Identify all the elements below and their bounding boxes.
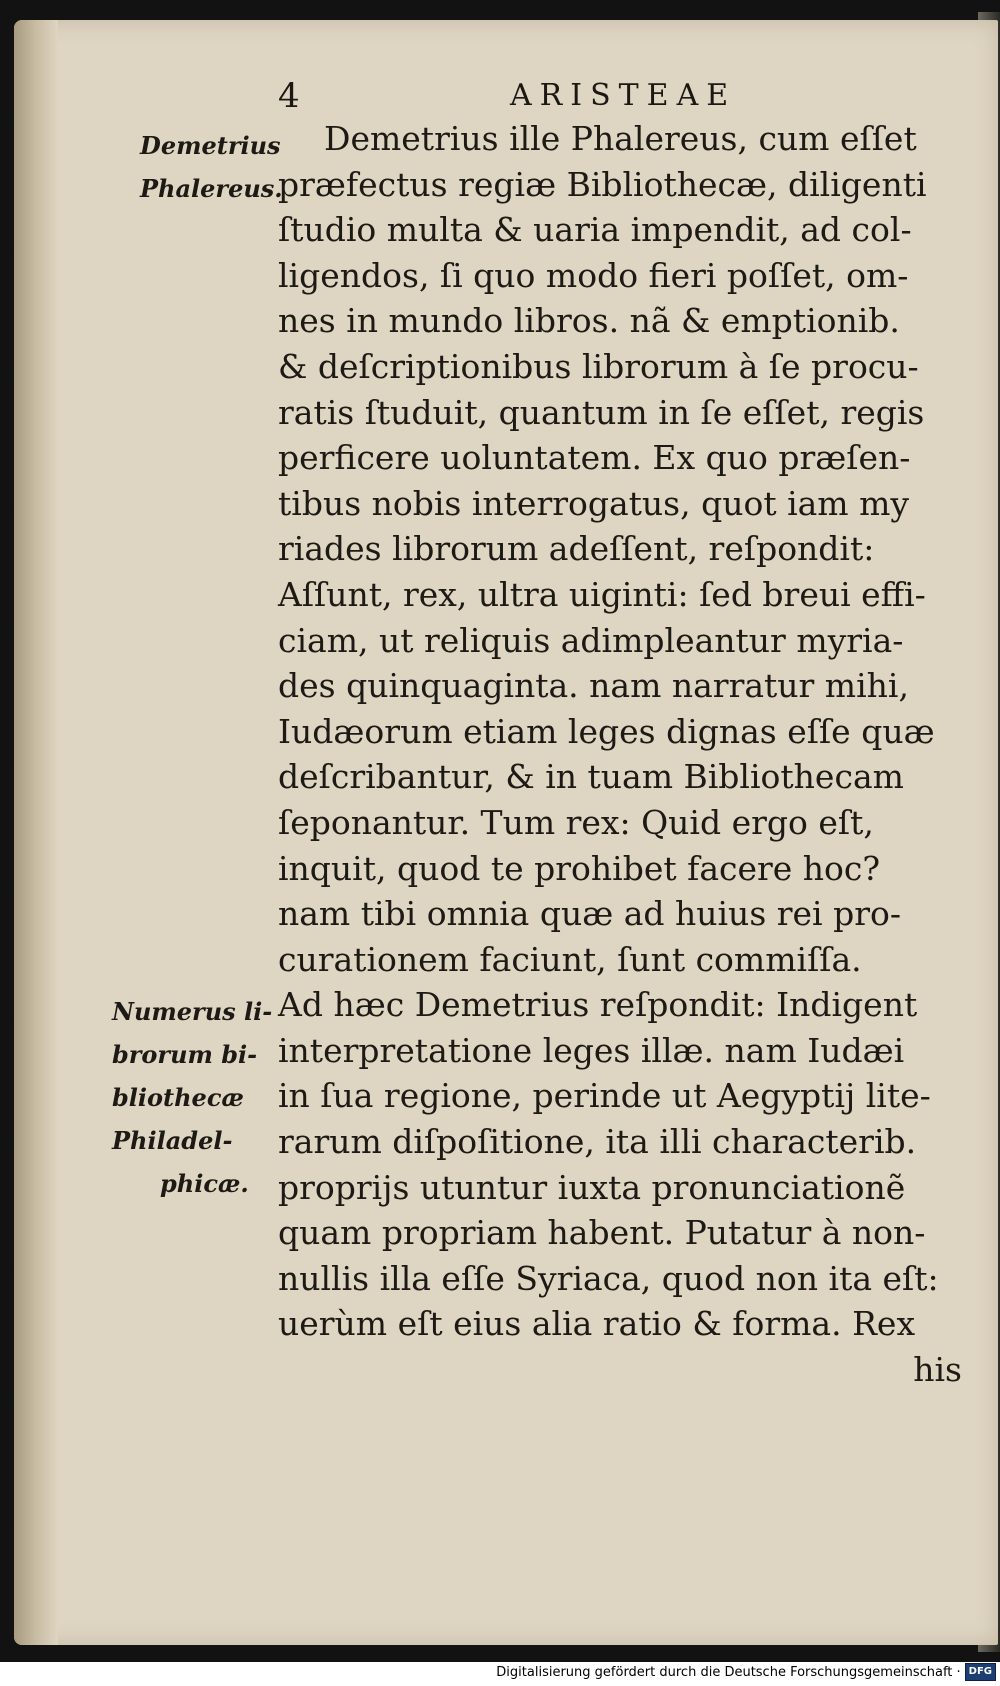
- text-line: ſeponantur. Tum rex: Quid ergo eſt,: [278, 802, 874, 842]
- marginal-note-line: brorum bi-: [112, 1040, 258, 1069]
- marginal-note-line: phicæ.: [160, 1169, 249, 1198]
- main-text: [278, 116, 962, 1393]
- text-line: ligendos, ſi quo modo fieri poſſet, om-: [278, 255, 909, 295]
- text-line: des quinquaginta. nam narratur mihi,: [278, 666, 909, 706]
- text-line: & deſcriptionibus librorum à ſe procu-: [278, 346, 919, 386]
- page-number: 4: [278, 76, 300, 116]
- text-line: ciam, ut reliquis adimpleantur myria-: [278, 620, 904, 660]
- text-line: ratis ſtuduit, quantum in ſe eſſet, regis: [278, 392, 925, 432]
- text-line: nam tibi omnia quæ ad huius rei pro-: [278, 894, 902, 934]
- text-line: perficere uoluntatem. Ex quo præſen-: [278, 438, 911, 478]
- text-line: præfectus regiæ Bibliothecæ, diligenti: [278, 164, 927, 204]
- text-line: nes in mundo libros. nã & emptionib.: [278, 301, 900, 341]
- marginal-note-numerus: [112, 990, 272, 1205]
- marginal-note-demetrius: [140, 124, 283, 210]
- text-line: curationem faciunt, ſunt commiſſa.: [278, 939, 862, 979]
- credit-text: Digitalisierung gefördert durch die Deutsche Forschungsgemeinschaft ·: [496, 1664, 961, 1680]
- text-line: uerùm eſt eius alia ratio & forma. Rex: [278, 1304, 916, 1344]
- marginal-note-line: Demetrius: [140, 131, 281, 160]
- text-line: inquit, quod te prohibet facere hoc?: [278, 848, 881, 888]
- running-title: ARISTEAE: [510, 78, 737, 113]
- dfg-logo: DFG: [965, 1663, 996, 1681]
- page-gutter: [14, 20, 58, 1645]
- text-line: Iudæorum etiam leges dignas eſſe quæ: [278, 711, 935, 751]
- marginal-note-line: Philadel-: [112, 1126, 233, 1155]
- text-line: Demetrius ille Phalereus, cum eſſet: [324, 119, 917, 158]
- text-line: deſcribantur, & in tuam Bibliothecam: [278, 757, 904, 797]
- marginal-note-line: bliothecæ: [112, 1083, 244, 1112]
- text-line: tibus nobis interrogatus, quot iam my: [278, 483, 910, 523]
- digitization-credit: [496, 1662, 996, 1682]
- text-line: ſtudio multa & uaria impendit, ad col-: [278, 210, 912, 250]
- text-line: in ſua regione, perinde ut Aegyptij lite-: [278, 1076, 931, 1116]
- marginal-note-line: Numerus li-: [112, 997, 273, 1026]
- text-line: Ad hæc Demetrius reſpondit: Indigent: [278, 985, 918, 1025]
- text-line: Aſſunt, rex, ultra uiginti: ſed breui effi-: [278, 574, 926, 614]
- text-line: riades librorum adeſſent, reſpondit:: [278, 529, 875, 569]
- text-line: interpretatione leges illæ. nam Iudæi: [278, 1030, 905, 1070]
- text-line: proprijs utuntur iuxta pronunciationẽ: [278, 1167, 906, 1207]
- text-line: quam propriam habent. Putatur à non-: [278, 1213, 926, 1253]
- catchword: his: [913, 1350, 962, 1390]
- marginal-note-line: Phalereus.: [140, 174, 283, 203]
- text-line: rarum diſpoſitione, ita illi characterib.: [278, 1122, 917, 1162]
- text-line: nullis illa eſſe Syriaca, quod non ita eſt:: [278, 1258, 939, 1298]
